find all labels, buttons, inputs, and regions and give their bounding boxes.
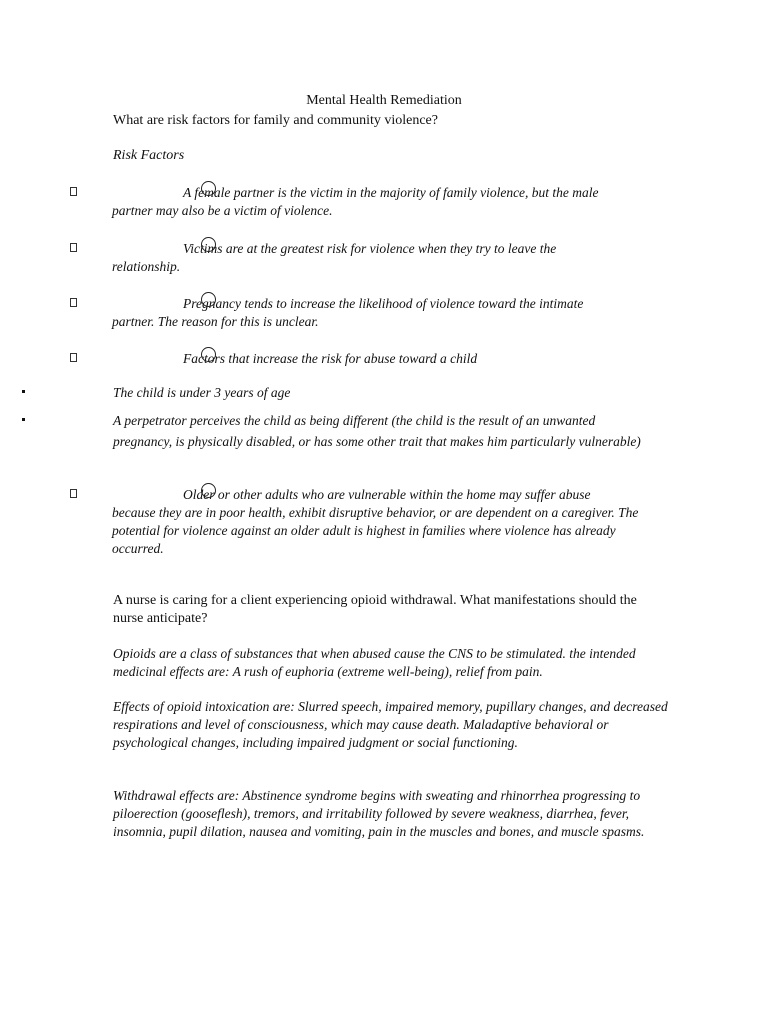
circle-bullet-icon: [201, 347, 216, 362]
risk-item: [70, 295, 670, 331]
child-factor-item: [22, 382, 662, 403]
checkbox-icon: [70, 489, 77, 498]
withdrawal-paragraph: Withdrawal effects are: Abstinence syndrome begins with sweating and rhinorrhea progressing to piloerection (gooseflesh), tremors, and irritability followed by severe weakness, diarrhea, fever, insomnia, pupil dilation, nausea and vomiting, pain in the muscles and bones, and muscle spasms.: [113, 788, 645, 839]
opioid-paragraph: Opioids are a class of substances that when abused cause the CNS to be stimulated. the intended medicinal effects are: A rush of euphoria (extreme well-being), relief from pain.: [113, 646, 636, 679]
risk-item: [70, 350, 670, 368]
circle-bullet-icon: [201, 181, 216, 196]
child-factor-text: A perpetrator perceives the child as being different (the child is the result of an unwanted pregnancy, is physically disabled, or has some other trait that makes him particularly vulnerable): [113, 413, 641, 449]
risk-item-continuation: partner. The reason for this is unclear.: [112, 314, 319, 329]
circle-bullet-icon: [201, 483, 216, 498]
risk-item-line: Victims are at the greatest risk for violence when they try to leave the: [183, 241, 557, 256]
risk-item-continuation: because they are in poor health, exhibit disruptive behavior, or are dependent on a caregiver. The potential for violence against an older adult is highest in families where violence has already occurred.: [112, 505, 639, 556]
risk-item-line: Older or other adults who are vulnerable within the home may suffer abuse: [183, 487, 591, 502]
risk-item: [70, 184, 670, 220]
document-title: Mental Health Remediation: [306, 93, 462, 108]
square-bullet-icon: [22, 418, 25, 421]
checkbox-icon: [70, 298, 77, 307]
risk-item-line: Pregnancy tends to increase the likelihood of violence toward the intimate: [183, 296, 584, 311]
circle-bullet-icon: [201, 292, 216, 307]
intoxication-paragraph: Effects of opioid intoxication are: Slurred speech, impaired memory, pupillary changes, and decreased respirations and level of consciousness, which may cause death. Maladaptive behavioral or psychological changes, including impaired judgment or social functioning.: [113, 699, 668, 750]
risk-item: [70, 240, 670, 276]
risk-item-continuation: relationship.: [112, 259, 181, 274]
risk-factors-heading: Risk Factors: [113, 148, 185, 163]
checkbox-icon: [70, 353, 77, 362]
child-factor-text: The child is under 3 years of age: [113, 385, 291, 400]
checkbox-icon: [70, 243, 77, 252]
square-bullet-icon: [22, 390, 25, 393]
checkbox-icon: [70, 187, 77, 196]
risk-item-line: Factors that increase the risk for abuse toward a child: [183, 351, 478, 366]
circle-bullet-icon: [201, 237, 216, 252]
question-opioid-withdrawal: A nurse is caring for a client experiencing opioid withdrawal. What manifestations should the nurse anticipate?: [113, 593, 637, 626]
risk-item-line: A female partner is the victim in the majority of family violence, but the male: [183, 185, 599, 200]
risk-item-continuation: partner may also be a victim of violence.: [112, 203, 333, 218]
question-violence-risk: What are risk factors for family and community violence?: [113, 113, 438, 128]
risk-item: [70, 486, 670, 558]
child-factor-item: [22, 410, 662, 452]
